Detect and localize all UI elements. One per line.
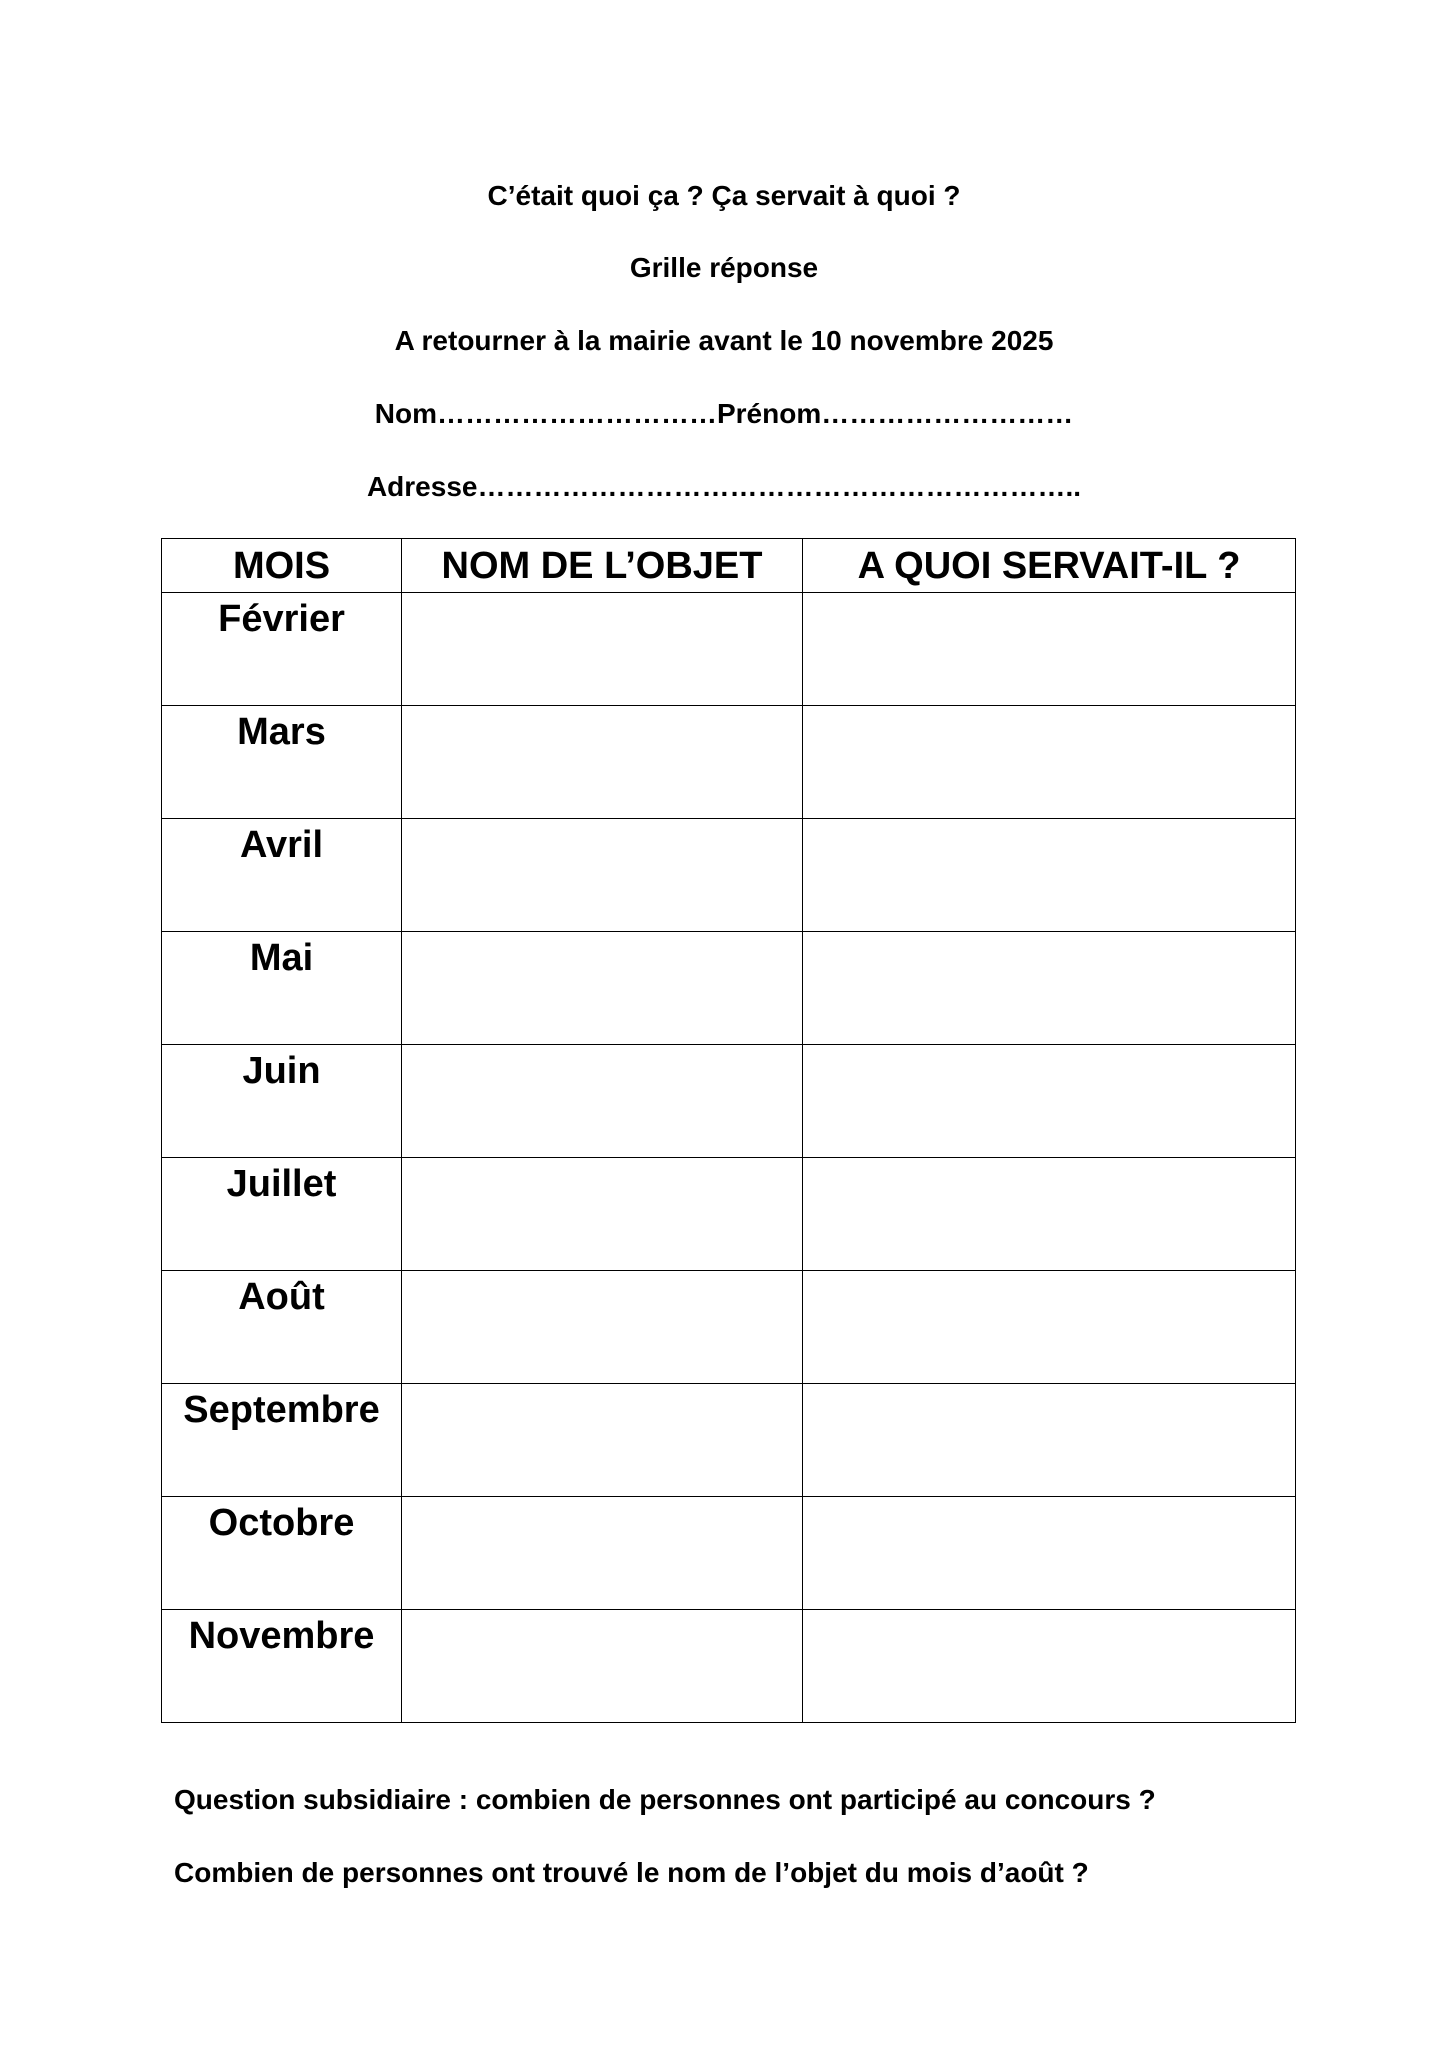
table-row [162,819,1296,932]
purpose-cell[interactable] [803,1610,1296,1723]
object-name-cell[interactable] [402,1271,803,1384]
name-field-line[interactable]: Nom…………………………Prénom……………………… [374,398,1074,429]
table-row [162,1384,1296,1497]
object-name-cell[interactable] [402,593,803,706]
month-cell: Juillet [162,1158,402,1271]
purpose-cell[interactable] [803,593,1296,706]
purpose-cell[interactable] [803,1158,1296,1271]
table-row [162,593,1296,706]
month-cell: Février [162,593,402,706]
object-name-cell[interactable] [402,1045,803,1158]
purpose-cell[interactable] [803,819,1296,932]
table-row [162,1158,1296,1271]
answer-grid [161,538,1296,1723]
purpose-cell[interactable] [803,706,1296,819]
column-header-object-name: NOM DE L’OBJET [402,539,803,593]
month-cell: Septembre [162,1384,402,1497]
purpose-cell[interactable] [803,932,1296,1045]
table-row [162,706,1296,819]
table-row [162,1497,1296,1610]
month-cell: Mai [162,932,402,1045]
object-name-cell[interactable] [402,706,803,819]
purpose-cell[interactable] [803,1045,1296,1158]
deadline-text: A retourner à la mairie avant le 10 novembre 2025 [394,325,1054,356]
month-cell: Juin [162,1045,402,1158]
table-row [162,1271,1296,1384]
purpose-cell[interactable] [803,1384,1296,1497]
purpose-cell[interactable] [803,1271,1296,1384]
address-field-line[interactable]: Adresse……………………………………………………….. [366,471,1082,502]
object-name-cell[interactable] [402,1384,803,1497]
table-row [162,932,1296,1045]
month-cell: Mars [162,706,402,819]
object-name-cell[interactable] [402,1610,803,1723]
month-cell: Avril [162,819,402,932]
column-header-month: MOIS [162,539,402,593]
table-row [162,1610,1296,1723]
purpose-cell[interactable] [803,1497,1296,1610]
month-cell: Août [162,1271,402,1384]
month-cell: Novembre [162,1610,402,1723]
august-question: Combien de personnes ont trouvé le nom de l’objet du mois d’août ? [174,1857,1089,1888]
object-name-cell[interactable] [402,1158,803,1271]
header-row [162,539,1296,593]
object-name-cell[interactable] [402,1497,803,1610]
table-row [162,1045,1296,1158]
object-name-cell[interactable] [402,932,803,1045]
month-cell: Octobre [162,1497,402,1610]
form-subtitle: Grille réponse [629,252,819,283]
column-header-purpose: A QUOI SERVAIT-IL ? [803,539,1296,593]
form-title: C’était quoi ça ? Ça servait à quoi ? [487,180,961,211]
object-name-cell[interactable] [402,819,803,932]
bonus-question: Question subsidiaire : combien de personnes ont participé au concours ? [174,1784,1156,1815]
